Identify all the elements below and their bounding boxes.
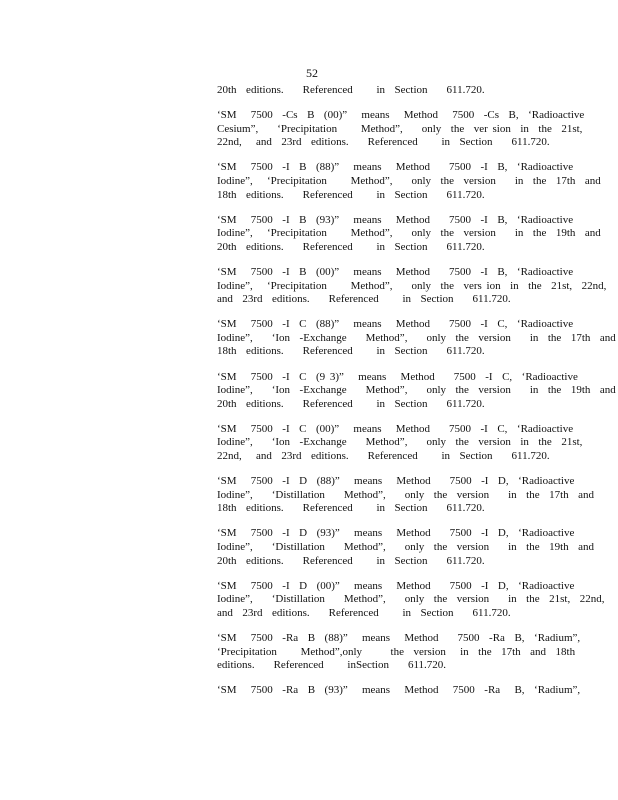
definition-paragraph: [217, 370, 616, 412]
text-line: ‘SM 7500 -I D (00)” means Method 7500 -I D, ‘Radioactive: [217, 579, 575, 592]
page-number: 52: [306, 66, 318, 80]
text-line: Cesium”, ‘Precipitation Method”, only the ver sion in the 21st,: [217, 122, 583, 135]
text-line: 18th editions. Referenced in Section 611.720.: [217, 188, 485, 201]
text-line: ‘Precipitation Method”,only the version in the 17th and 18th: [217, 645, 576, 658]
text-line: and 23rd editions. Referenced in Section 611.720.: [217, 606, 511, 619]
definition-paragraph: [217, 684, 581, 698]
definition-paragraph: [217, 422, 583, 464]
text-line: Iodine”, ‘Precipitation Method”, only the vers ion in the 21st, 22nd,: [217, 279, 607, 292]
text-line: Iodine”, ‘Ion -Exchange Method”, only the version in the 19th and: [217, 384, 616, 397]
text-line: ‘SM 7500 -Cs B (00)” means Method 7500 -Cs B, ‘Radioactive: [217, 109, 585, 122]
text-line: ‘SM 7500 -I B (88)” means Method 7500 -I B, ‘Radioactive: [217, 161, 574, 174]
definition-paragraph: [217, 579, 605, 621]
definition-paragraph: [217, 527, 595, 568]
text-line: Iodine”, ‘Precipitation Method”, only the version in the 19th and: [217, 227, 601, 240]
text-line: 18th editions. Referenced in Section 611.720.: [217, 502, 485, 515]
text-line: 20th editions. Referenced in Section 611.720.: [217, 397, 485, 410]
text-line: ‘SM 7500 -Ra B (88)” means Method 7500 -Ra B, ‘Radium”,: [217, 631, 581, 644]
text-line: Iodine”, ‘Ion -Exchange Method”, only the version in the 17th and: [217, 331, 616, 344]
text-line: 20th editions. Referenced in Section 611.720.: [217, 84, 485, 96]
definition-paragraph: [217, 213, 601, 255]
text-line: 20th editions. Referenced in Section 611.720.: [217, 554, 485, 567]
definition-paragraph: [217, 631, 581, 673]
definition-paragraph: [217, 84, 547, 98]
text-line: 20th editions. Referenced in Section 611.720.: [217, 240, 485, 253]
definition-paragraph: [217, 475, 595, 516]
text-line: ‘SM 7500 -I B (00)” means Method 7500 -I B, ‘Radioactive: [217, 265, 574, 278]
text-line: ‘SM 7500 -I D (88)” means Method 7500 -I D, ‘Radioactive: [217, 475, 575, 488]
text-line: ‘SM 7500 -I D (93)” means Method 7500 -I D, ‘Radioactive: [217, 527, 575, 540]
text-line: ‘SM 7500 -I B (93)” means Method 7500 -I B, ‘Radioactive: [217, 213, 574, 226]
text-line: and 23rd editions. Referenced in Section 611.720.: [217, 293, 511, 306]
definition-paragraph: [217, 109, 585, 150]
text-line: ‘SM 7500 -I C (00)” means Method 7500 -I C, ‘Radioactive: [217, 422, 574, 435]
text-line: 22nd, and 23rd editions. Referenced in Section 611.720.: [217, 449, 550, 462]
definition-paragraph: [217, 318, 616, 359]
text-line: 18th editions. Referenced in Section 611.720.: [217, 345, 485, 358]
text-line: Iodine”, ‘Ion -Exchange Method”, only the version in the 21st,: [217, 436, 583, 449]
text-line: ‘SM 7500 -I C (88)” means Method 7500 -I C, ‘Radioactive: [217, 318, 574, 331]
text-line: ‘SM 7500 -I C (9 3)” means Method 7500 -I C, ‘Radioactive: [217, 370, 578, 383]
text-line: ‘SM 7500 -Ra B (93)” means Method 7500 -Ra B, ‘Radium”,: [217, 684, 581, 697]
document-body: [217, 84, 616, 709]
text-line: Iodine”, ‘Distillation Method”, only the version in the 17th and: [217, 488, 595, 501]
definition-paragraph: [217, 265, 607, 307]
definition-paragraph: [217, 161, 601, 202]
text-line: Iodine”, ‘Precipitation Method”, only the version in the 17th and: [217, 174, 601, 187]
text-line: 22nd, and 23rd editions. Referenced in Section 611.720.: [217, 136, 550, 149]
text-line: editions. Referenced inSection 611.720.: [217, 659, 447, 672]
text-line: Iodine”, ‘Distillation Method”, only the version in the 19th and: [217, 540, 595, 553]
text-line: Iodine”, ‘Distillation Method”, only the version in the 21st, 22nd,: [217, 593, 605, 606]
